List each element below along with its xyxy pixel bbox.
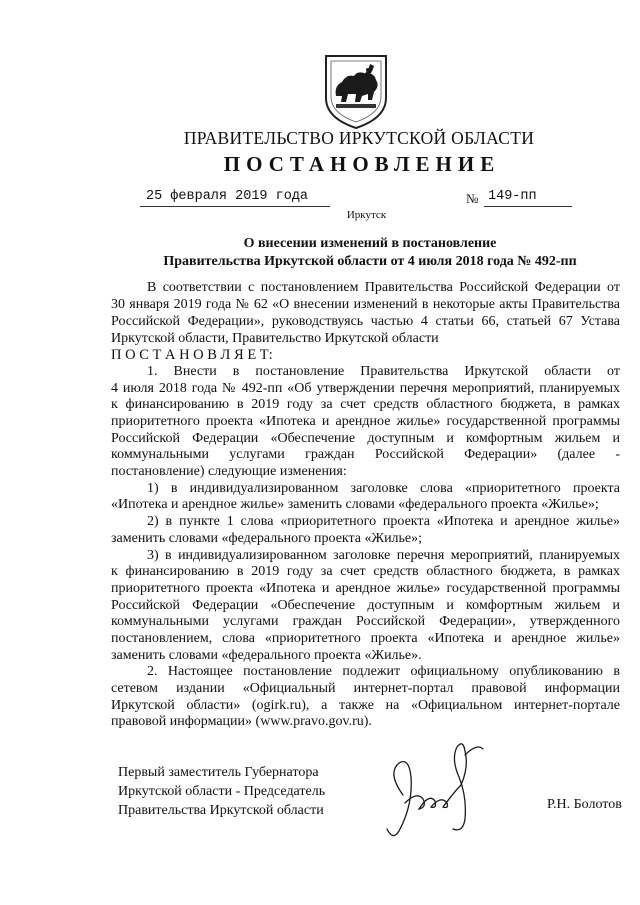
document-type: ПОСТАНОВЛЕНИЕ [223, 152, 501, 176]
document-title-line-2: Правительства Иркутской области от 4 июля 2018 года № 492-пп [163, 254, 577, 269]
body-line: приоритетного проекта «Ипотека и арендное жилье» государственной программы [111, 414, 620, 429]
body-line: В соответствии с постановлением Правительства Российской Федерации от [147, 280, 620, 295]
document-date: 25 февраля 2019 года [146, 189, 309, 204]
body-line: заменить словами «федерального проекта «Жилье»; [111, 531, 423, 546]
signatory-position-line-3: Правительства Иркутской области [118, 803, 324, 818]
body-line: 30 января 2019 года № 62 «О внесении изменений в некоторые акты Правительства [111, 297, 620, 312]
signatory-position-line-1: Первый заместитель Губернатора [118, 765, 319, 780]
number-sign: № [466, 191, 479, 206]
number-underline [484, 206, 572, 207]
body-line: к финансированию в 2019 году за счет средств областного бюджета, в рамках [111, 397, 620, 412]
body-line: сетевом издании «Официальный интернет-портал правовой информации [111, 681, 620, 696]
government-name: ПРАВИТЕЛЬСТВО ИРКУТСКОЙ ОБЛАСТИ [183, 128, 535, 148]
city: Иркутск [346, 209, 387, 221]
signatory-name: Р.Н. Болотов [547, 797, 622, 812]
body-line: Российской Федерации «Обеспечение доступным и комфортным жильем и [111, 598, 620, 613]
body-line: правовой информации» (www.pravo.gov.ru). [111, 714, 372, 729]
document-title-line-1: О внесении изменений в постановление [243, 236, 497, 251]
body-line: коммунальными услугами граждан Российской Федерации» (далее - [111, 447, 620, 462]
body-line: 4 июля 2018 года № 492-пп «Об утверждении перечня мероприятий, планируемых [111, 381, 620, 396]
body-line: «Ипотека и арендное жилье» заменить словами «федерального проекта «Жилье»; [111, 497, 599, 512]
body-line: приоритетного проекта «Ипотека и арендное жилье» государственной программы [111, 581, 620, 596]
body-line: 1. Внести в постановление Правительства Иркутской области от [147, 364, 620, 379]
body-line: Российской Федерации», руководствуясь частью 4 статьи 66, статьей 67 Устава [111, 314, 620, 329]
signatory-position [118, 763, 325, 820]
body-line: 3) в индивидуализированном заголовке перечня мероприятий, планируемых [147, 548, 620, 563]
date-underline [140, 206, 330, 207]
body-line: заменить словами «федерального проекта «Жилье». [111, 648, 422, 663]
body-line: постановлением, слова «приоритетного проекта «Ипотека и арендное жилье» [111, 631, 620, 646]
body-line: к финансированию в 2019 году за счет средств областного бюджета, в рамках [111, 564, 620, 579]
document-number: 149-пп [488, 189, 537, 204]
handwritten-signature [365, 733, 505, 843]
decree-keyword: П О С Т А Н О В Л Я Е Т: [111, 347, 273, 363]
body-line: 2. Настоящее постановление подлежит официальному опубликованию в [147, 664, 620, 679]
body-line: постановление) следующие изменения: [111, 464, 347, 479]
body-line: 2) в пункте 1 слова «приоритетного проекта «Ипотека и арендное жилье» [147, 514, 620, 529]
body-line: Иркутской области» (ogirk.ru), а также на «Официальном интернет-портале [111, 698, 620, 713]
body-line: Иркутской области, Правительство Иркутской области [111, 331, 439, 346]
coat-of-arms-emblem [322, 52, 390, 130]
body-line: Российской Федерации «Обеспечение доступным и комфортным жильем и [111, 431, 620, 446]
body-line: коммунальными услугами граждан Российской Федерации», утвержденного [111, 614, 620, 629]
body-line: 1) в индивидуализированном заголовке слова «приоритетного проекта [147, 481, 620, 496]
signatory-position-line-2: Иркутской области - Председатель [118, 784, 326, 799]
